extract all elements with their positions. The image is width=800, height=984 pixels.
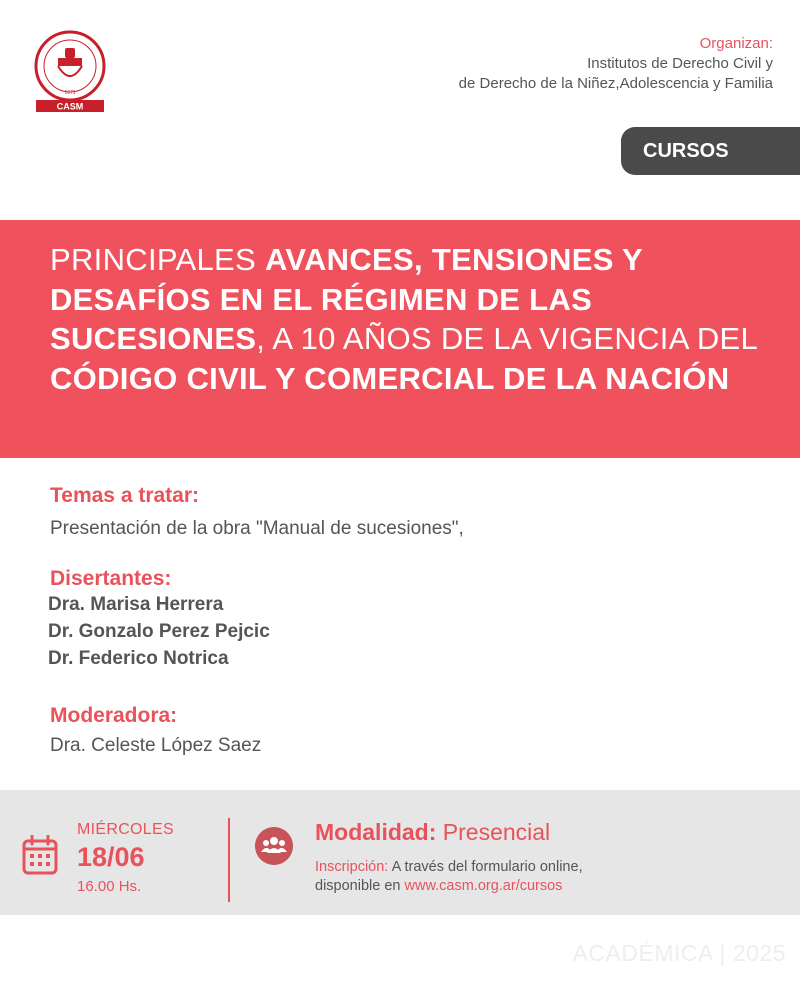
speaker-name: Dra. Marisa Herrera xyxy=(48,594,224,615)
modality xyxy=(315,819,550,846)
registration-label: Inscripción: xyxy=(315,859,389,875)
moderator-heading: Moderadora: xyxy=(50,704,178,727)
modality-label: Modalidad: xyxy=(315,819,437,845)
speaker-name: Dr. Gonzalo Perez Pejcic xyxy=(48,621,270,642)
category-tag: CURSOS xyxy=(621,127,800,175)
event-date: 18/06 xyxy=(77,842,145,872)
topics-heading: Temas a tratar: xyxy=(50,484,200,507)
event-time: 16.00 Hs. xyxy=(77,878,142,895)
title-banner xyxy=(0,220,800,458)
title-part-2: , A 10 AÑOS DE LA VIGENCIA DEL xyxy=(256,321,757,356)
organizers-line-2: de Derecho de la Niñez,Adolescencia y Familia xyxy=(458,75,773,92)
registration-text-2: disponible en xyxy=(315,878,401,894)
organizers-line-1: Institutos de Derecho Civil y xyxy=(587,55,773,72)
logo-year: 1971 xyxy=(64,90,76,96)
title-part-1: PRINCIPALES xyxy=(50,242,265,277)
registration-link[interactable]: www.casm.org.ar/cursos xyxy=(404,878,563,894)
moderator-name: Dra. Celeste López Saez xyxy=(50,735,262,756)
speaker-name: Dr. Federico Notrica xyxy=(48,648,229,669)
registration-info xyxy=(315,858,583,896)
title-bold-1: AVANCES, TENSIONES Y DESAFÍOS EN EL RÉGIMEN DE LAS SUCESIONES xyxy=(50,242,643,356)
title-bold-2: CÓDIGO CIVIL Y COMERCIAL DE LA NACIÓN xyxy=(50,360,730,396)
modality-value: Presencial xyxy=(442,819,551,845)
footer-label: ACADÉMICA | 2025 xyxy=(572,940,786,966)
registration-text-1: A través del formulario online, xyxy=(391,859,583,875)
people-icon xyxy=(255,827,293,865)
course-title xyxy=(50,240,785,398)
speakers-heading: Disertantes: xyxy=(50,567,172,590)
organizers-block xyxy=(459,34,773,94)
casm-logo xyxy=(30,28,110,118)
calendar-icon xyxy=(22,835,58,875)
organizers-label: Organizan: xyxy=(699,35,773,52)
topics-text: Presentación de la obra "Manual de sucesiones", xyxy=(50,518,464,539)
logo-abbr: CASM xyxy=(56,101,84,112)
event-weekday: MIÉRCOLES xyxy=(77,821,174,838)
info-divider xyxy=(228,818,230,902)
